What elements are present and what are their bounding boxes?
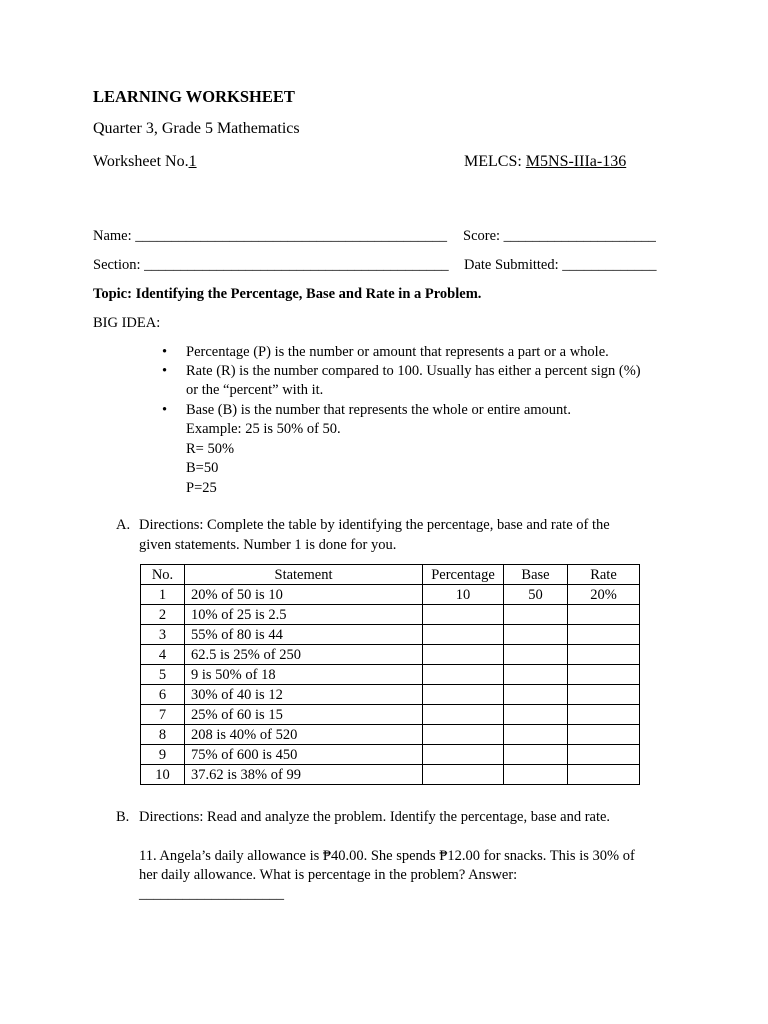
row-rate-cell[interactable] xyxy=(568,645,640,665)
row-percentage-cell: 10 xyxy=(423,585,504,605)
col-header-rate: Rate xyxy=(568,565,640,585)
melcs-value: M5NS-IIIa-136 xyxy=(525,153,627,170)
section-a-marker: A. xyxy=(116,517,131,533)
row-statement: 10% of 25 is 2.5 xyxy=(185,605,423,625)
example-base: B=50 xyxy=(186,460,219,476)
row-base-cell[interactable] xyxy=(504,665,568,685)
section-field[interactable]: Section: __________________________________________ xyxy=(93,257,449,273)
row-percentage-cell[interactable] xyxy=(423,605,504,625)
table-row xyxy=(141,685,640,705)
row-rate-cell[interactable] xyxy=(568,765,640,785)
row-number: 4 xyxy=(141,645,185,665)
worksheet-number-label: Worksheet No. xyxy=(93,153,189,170)
row-percentage-cell[interactable] xyxy=(423,625,504,645)
row-base-cell[interactable] xyxy=(504,685,568,705)
bullet-text: Base (B) is the number that represents the whole or entire amount. xyxy=(186,402,571,418)
worksheet-title: LEARNING WORKSHEET xyxy=(93,87,295,106)
row-base-cell: 50 xyxy=(504,585,568,605)
big-idea-label: BIG IDEA: xyxy=(93,315,161,331)
row-number: 1 xyxy=(141,585,185,605)
topic-heading: Topic: Identifying the Percentage, Base and Rate in a Problem. xyxy=(93,286,482,302)
worksheet-subtitle: Quarter 3, Grade 5 Mathematics xyxy=(93,120,300,137)
col-header-no: No. xyxy=(141,565,185,585)
row-statement: 37.62 is 38% of 99 xyxy=(185,765,423,785)
col-header-statement: Statement xyxy=(185,565,423,585)
worksheet-number-value: 1 xyxy=(188,153,197,170)
row-base-cell[interactable] xyxy=(504,605,568,625)
melcs-code xyxy=(464,153,626,171)
row-base-cell[interactable] xyxy=(504,645,568,665)
row-statement: 30% of 40 is 12 xyxy=(185,685,423,705)
row-statement: 208 is 40% of 520 xyxy=(185,725,423,745)
table-row xyxy=(141,745,640,765)
bullet-text: Percentage (P) is the number or amount that represents a part or a whole. xyxy=(186,344,609,360)
row-number: 10 xyxy=(141,765,185,785)
score-field[interactable]: Score: _____________________ xyxy=(463,228,656,244)
section-a-directions-continued: given statements. Number 1 is done for you. xyxy=(139,537,397,553)
row-number: 6 xyxy=(141,685,185,705)
row-base-cell[interactable] xyxy=(504,725,568,745)
answer-table xyxy=(140,564,640,785)
table-row xyxy=(141,645,640,665)
bullet-dot-icon: • xyxy=(162,402,168,418)
table-row xyxy=(141,625,640,645)
row-statement: 75% of 600 is 450 xyxy=(185,745,423,765)
name-field[interactable]: Name: ___________________________________________ xyxy=(93,228,448,244)
row-base-cell[interactable] xyxy=(504,705,568,725)
bullet-dot-icon: • xyxy=(162,363,168,379)
section-a-directions: Directions: Complete the table by identifying the percentage, base and rate of the xyxy=(139,517,610,533)
question-11-text: 11. Angela’s daily allowance is ₱40.00. She spends ₱12.00 for snacks. This is 30% of xyxy=(139,848,635,864)
row-percentage-cell[interactable] xyxy=(423,765,504,785)
table-row xyxy=(141,605,640,625)
row-percentage-cell[interactable] xyxy=(423,665,504,685)
col-header-percentage: Percentage xyxy=(423,565,504,585)
row-base-cell[interactable] xyxy=(504,765,568,785)
row-rate-cell[interactable] xyxy=(568,745,640,765)
worksheet-number xyxy=(93,153,197,171)
row-rate-cell: 20% xyxy=(568,585,640,605)
question-11-text-continued: her daily allowance. What is percentage in the problem? Answer: xyxy=(139,867,518,883)
table-row xyxy=(141,705,640,725)
table-header-row xyxy=(141,565,640,585)
row-percentage-cell[interactable] xyxy=(423,745,504,765)
row-percentage-cell[interactable] xyxy=(423,645,504,665)
row-base-cell[interactable] xyxy=(504,745,568,765)
table-row xyxy=(141,765,640,785)
row-number: 5 xyxy=(141,665,185,685)
row-number: 9 xyxy=(141,745,185,765)
col-header-base: Base xyxy=(504,565,568,585)
date-submitted-field[interactable]: Date Submitted: _____________ xyxy=(464,257,657,273)
row-statement: 55% of 80 is 44 xyxy=(185,625,423,645)
row-rate-cell[interactable] xyxy=(568,705,640,725)
table-row xyxy=(141,585,640,605)
melcs-label: MELCS: xyxy=(464,153,526,170)
section-b-marker: B. xyxy=(116,809,130,825)
row-rate-cell[interactable] xyxy=(568,625,640,645)
row-statement: 9 is 50% of 18 xyxy=(185,665,423,685)
row-rate-cell[interactable] xyxy=(568,605,640,625)
row-percentage-cell[interactable] xyxy=(423,725,504,745)
example-percentage: P=25 xyxy=(186,480,217,496)
example-line: Example: 25 is 50% of 50. xyxy=(186,421,341,437)
row-rate-cell[interactable] xyxy=(568,685,640,705)
row-rate-cell[interactable] xyxy=(568,725,640,745)
question-11-answer-blank[interactable]: ____________________ xyxy=(139,886,284,902)
row-number: 7 xyxy=(141,705,185,725)
row-rate-cell[interactable] xyxy=(568,665,640,685)
bullet-text: Rate (R) is the number compared to 100. Usually has either a percent sign (%) xyxy=(186,363,641,379)
row-percentage-cell[interactable] xyxy=(423,705,504,725)
row-base-cell[interactable] xyxy=(504,625,568,645)
row-statement: 20% of 50 is 10 xyxy=(185,585,423,605)
bullet-text-continued: or the “percent” with it. xyxy=(186,382,324,398)
row-percentage-cell[interactable] xyxy=(423,685,504,705)
table-row xyxy=(141,725,640,745)
row-statement: 25% of 60 is 15 xyxy=(185,705,423,725)
section-b-directions: Directions: Read and analyze the problem. Identify the percentage, base and rate. xyxy=(139,809,611,825)
row-number: 8 xyxy=(141,725,185,745)
table-row xyxy=(141,665,640,685)
bullet-dot-icon: • xyxy=(162,344,168,360)
row-number: 2 xyxy=(141,605,185,625)
example-rate: R= 50% xyxy=(186,441,235,457)
row-number: 3 xyxy=(141,625,185,645)
row-statement: 62.5 is 25% of 250 xyxy=(185,645,423,665)
